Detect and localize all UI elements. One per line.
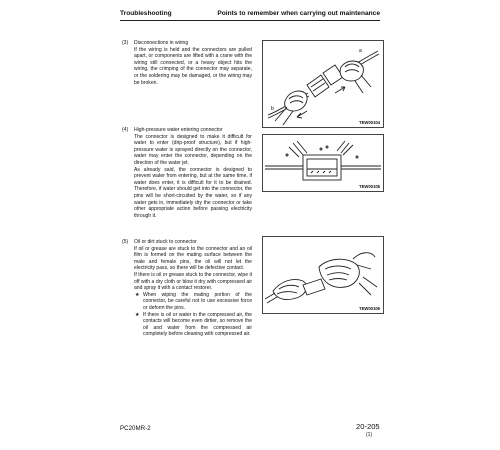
section-heading <box>122 239 252 246</box>
header-section-title: Troubleshooting <box>120 10 172 17</box>
section-number: (4) <box>122 127 129 133</box>
figure-water-on-connector <box>262 134 384 192</box>
section-number: (5) <box>122 239 129 245</box>
figure-label: TEW00105 <box>359 184 380 189</box>
section-oil-or-dirt <box>122 239 252 338</box>
star-bullet-icon: ★ <box>135 291 140 298</box>
figure-pulling-connector <box>262 40 384 128</box>
section-paragraph: If the wiring is held and the connectors are pulled apart, or components are lifted with a crane with the wiring still connected, or a heavy object hits the wiring, the crimping of the connector may separate, or the soldering may be damaged, or the wiring may be broken. <box>134 46 252 86</box>
section-heading <box>122 127 252 134</box>
footer-model: PC20MR-2 <box>120 425 151 432</box>
figure-wiping-connector <box>262 236 384 314</box>
bullet-item: ★ If there is oil or water in the compressed air, the contacts will become even dirtier, so remove the oil and water from the compressed air completely before cleaning with compressed air. <box>135 311 252 338</box>
section-paragraph: As already said, the connector is designed to prevent water from entering, but at the same time, if water does enter, it is difficult for it to be drained. Therefore, if water should get into the connector, the pins will be short-circuited by the water, so if any water gets in, immediately dry the connector or take other appropriate action before passing electricity through it. <box>134 166 252 219</box>
water-spray-illustration <box>263 135 383 191</box>
section-paragraph: If oil or grease are stuck to the connector and an oil film is formed on the mating surface between the male and female pins, the oil will not let the electricity pass, so there will be defective contact. <box>134 245 252 272</box>
header-topic-title: Points to remember when carrying out maintenance <box>217 10 380 17</box>
footer-page-number: 20-205 <box>356 422 380 431</box>
footer-revision: (1) <box>366 432 373 438</box>
section-disconnections <box>122 40 252 86</box>
section-high-pressure-water <box>122 127 252 219</box>
bullet-item: ★ When wiping the mating portion of the connector, be careful not to use excessive force or deform the pins. <box>135 291 252 311</box>
section-paragraph: If there is oil or grease stuck to the connector, wipe it off with a dry cloth or blow it dry with compressed air and spray it with a contact restorer. <box>134 271 252 292</box>
figure-mark-b: b <box>271 106 274 112</box>
header-rule <box>120 20 380 21</box>
section-number: (3) <box>122 40 129 46</box>
figure-label: TEW00104 <box>359 120 380 125</box>
section-title: Oil or dirt stuck to connector <box>134 239 197 245</box>
section-title: High-pressure water entering connector <box>134 127 223 133</box>
section-paragraph: The connector is designed to make it difficult for water to enter (drip-proof structure), but if high-pressure water is sprayed directly on the connector, water may enter the connector, depending on the direction of the water jet. <box>134 133 252 166</box>
section-heading <box>122 40 252 47</box>
figure-mark-a: a <box>359 48 362 54</box>
wiping-connector-illustration <box>263 237 383 313</box>
star-bullet-icon: ★ <box>135 311 140 318</box>
section-title: Disconnections in wiring <box>134 40 189 46</box>
connector-pull-illustration <box>263 41 383 127</box>
figure-label: TEW00106 <box>359 306 380 311</box>
